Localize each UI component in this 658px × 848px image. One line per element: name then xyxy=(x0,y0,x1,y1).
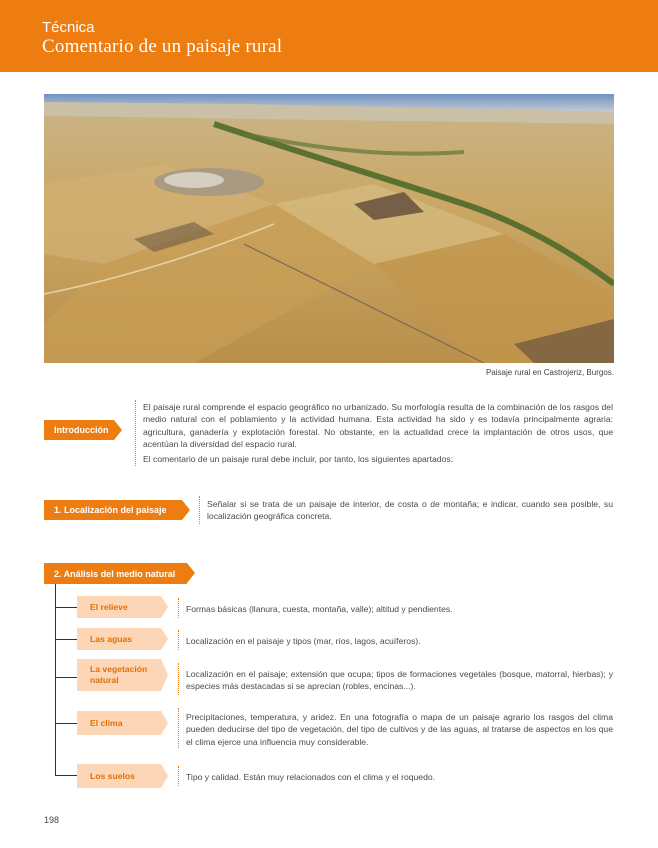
tree-branch xyxy=(55,639,77,640)
vegetacion-label: La vegetación natural xyxy=(90,664,148,685)
vegetacion-label-box xyxy=(77,659,161,691)
localizacion-label-box xyxy=(44,500,182,520)
clima-label-box xyxy=(77,711,161,735)
analisis-label-box xyxy=(44,563,187,584)
localizacion-divider xyxy=(199,496,200,524)
suelos-label-box xyxy=(77,764,161,788)
clima-text: Precipitaciones, temperatura, y aridez. En una fotografía o mapa de un paisaje agrario los rasgos del clima pueden deducirse del tipo de vegetación, del tipo de cultivos y de las aguas, al tratarse de aspectos en los que el clima ejerce una influencia muy considerable. xyxy=(186,712,613,747)
clima-divider xyxy=(178,708,179,748)
suelos-text: Tipo y calidad. Están muy relacionados con el clima y el roquedo. xyxy=(186,772,436,782)
page-number: 198 xyxy=(44,815,60,825)
intro-divider xyxy=(135,400,136,466)
page-header xyxy=(0,0,658,72)
aguas-label-box xyxy=(77,628,161,650)
relieve-label-box xyxy=(77,596,161,618)
analisis-label: 2. Análisis del medio natural xyxy=(54,568,176,579)
intro-label: Introducción xyxy=(54,425,109,435)
localizacion-text: Señalar si se trata de un paisaje de interior, de costa o de montaña; e indicar, cuando sea posible, su localización geográfica concreta. xyxy=(207,499,613,522)
relieve-divider xyxy=(178,598,179,618)
page-title: Comentario de un paisaje rural xyxy=(42,36,283,57)
intro-label-box xyxy=(44,420,114,440)
suelos-label: Los suelos xyxy=(90,770,135,781)
tree-branch xyxy=(55,723,77,724)
aguas-divider xyxy=(178,630,179,650)
aguas-label: Las aguas xyxy=(90,633,133,644)
section-label: Técnica xyxy=(42,19,95,36)
tree-branch xyxy=(55,677,77,678)
aguas-text: Localización en el paisaje y tipos (mar, ríos, lagos, acuíferos). xyxy=(186,636,421,646)
relieve-text: Formas básicas (llanura, cuesta, montaña, valle); altitud y pendientes. xyxy=(186,604,453,614)
tree-branch xyxy=(55,775,77,776)
clima-label: El clima xyxy=(90,717,123,728)
suelos-divider xyxy=(178,766,179,786)
vegetacion-divider xyxy=(178,663,179,695)
photo-caption: Paisaje rural en Castrojeriz, Burgos. xyxy=(485,368,614,377)
tree-branch xyxy=(55,607,77,608)
vegetacion-text: Localización en el paisaje; extensión que ocupa; tipos de formaciones vegetales (bosque, matorral, hierbas); y especies más destacadas si se aprecian (robles, encinas...). xyxy=(186,669,613,692)
localizacion-label: 1. Localización del paisaje xyxy=(54,505,167,515)
relieve-label: El relieve xyxy=(90,601,128,612)
intro-paragraph-2: El comentario de un paisaje rural debe incluir, por tanto, los siguientes apartados: xyxy=(143,454,454,464)
tree-connector xyxy=(55,584,56,776)
intro-paragraph: El paisaje rural comprende el espacio geográfico no urbanizado. Su morfología resulta de la combinación de los rasgos del medio natural con el poblamiento y la actividad humana. Esta actividad ha sido y es todavía principalmente agraria: agricultura, ganadería y explotación forestal. No obstante, en la actualidad crece la implantación de otros usos, que acentúan la diversidad del espacio rural. xyxy=(143,402,613,450)
landscape-photo xyxy=(44,94,614,363)
